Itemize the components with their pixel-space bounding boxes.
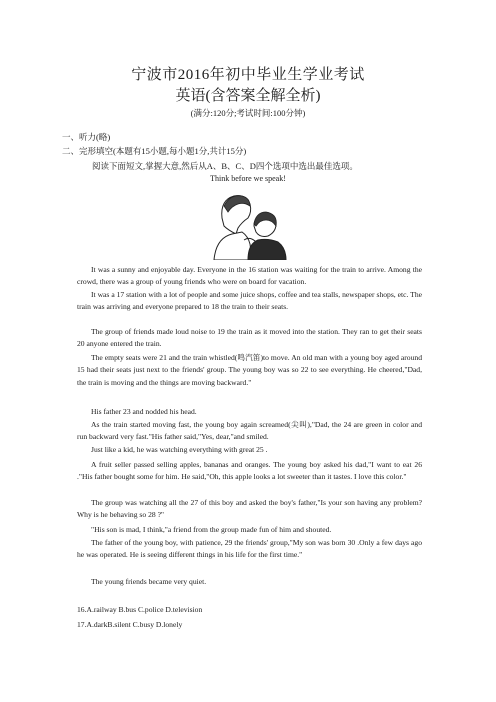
- exam-title: 宁波市2016年初中毕业生学业考试: [131, 67, 365, 83]
- section-listening: 一、听力(略): [62, 132, 111, 142]
- paragraph-4: The empty seats were 21 and the train whistled(鸣汽笛)to move. An old man with a young boy aged around 15 had their seats just next to the friends' group. The young boy was so 22 to see everything. He cheered,"Dad, the train is moving and the things are moving backward.": [77, 353, 422, 387]
- paragraph-8: A fruit seller passed selling apples, bananas and oranges. The young boy asked his dad,"I want to eat 26 ."His father bought some for him. He said,"Oh, this apple looks a lot sweeter than it tastes. I love this color.": [77, 460, 422, 482]
- option-16: 16.A.railway B.bus C.police D.television: [77, 605, 203, 614]
- passage-title: Think before we speak!: [210, 174, 286, 183]
- cloze-instruction: 阅读下面短文,掌握大意,然后从A、B、C、D四个选项中选出最佳选项。: [92, 161, 358, 171]
- paragraph-11: The father of the young boy, with patience, 29 the friends' group,"My son was born 30 .Only a few days ago he was operated. He is seeing different things in his life for the first time.": [77, 538, 422, 560]
- exam-subtitle: 英语(含答案全解全析): [175, 88, 321, 104]
- paragraph-6: As the train started moving fast, the young boy again screamed(尖叫),"Dad, the 24 are green in color and run backward very fast."His father said,"Yes, dear,"and smiled.: [77, 420, 422, 442]
- father-son-illustration: [208, 186, 290, 260]
- paragraph-2: It was a 17 station with a lot of people and some juice shops, coffee and tea stalls, newspaper shops, etc. The train was arriving and everyone prepared to 18 the train to their seats.: [77, 290, 422, 312]
- option-17: 17.A.darkB.silent C.busy D.lonely: [77, 620, 183, 629]
- paragraph-3: The group of friends made loud noise to 19 the train as it moved into the station. They ran to get their seats 20 anyone entered the train.: [77, 327, 422, 349]
- exam-meta: (满分:120分;考试时间:100分钟): [190, 108, 306, 118]
- paragraph-5: His father 23 and nodded his head.: [91, 407, 197, 416]
- paragraph-7: Just like a kid, he was watching everything with great 25 .: [91, 445, 268, 454]
- section-cloze: 二、完形填空(本题有15小题,每小题1分,共计15分): [62, 146, 247, 156]
- paragraph-1: It was a sunny and enjoyable day. Everyone in the 16 station was waiting for the train to arrive. Among the crowd, there was a group of young friends who were on board for vacation.: [77, 265, 422, 287]
- paragraph-9: The group was watching all the 27 of this boy and asked the boy's father,"Is your son having any problem?Why is he behaving so 28 ?": [77, 498, 422, 520]
- paragraph-12: The young friends became very quiet.: [91, 577, 207, 586]
- paragraph-10: "His son is mad, I think,"a friend from the group made fun of him and shouted.: [91, 525, 332, 534]
